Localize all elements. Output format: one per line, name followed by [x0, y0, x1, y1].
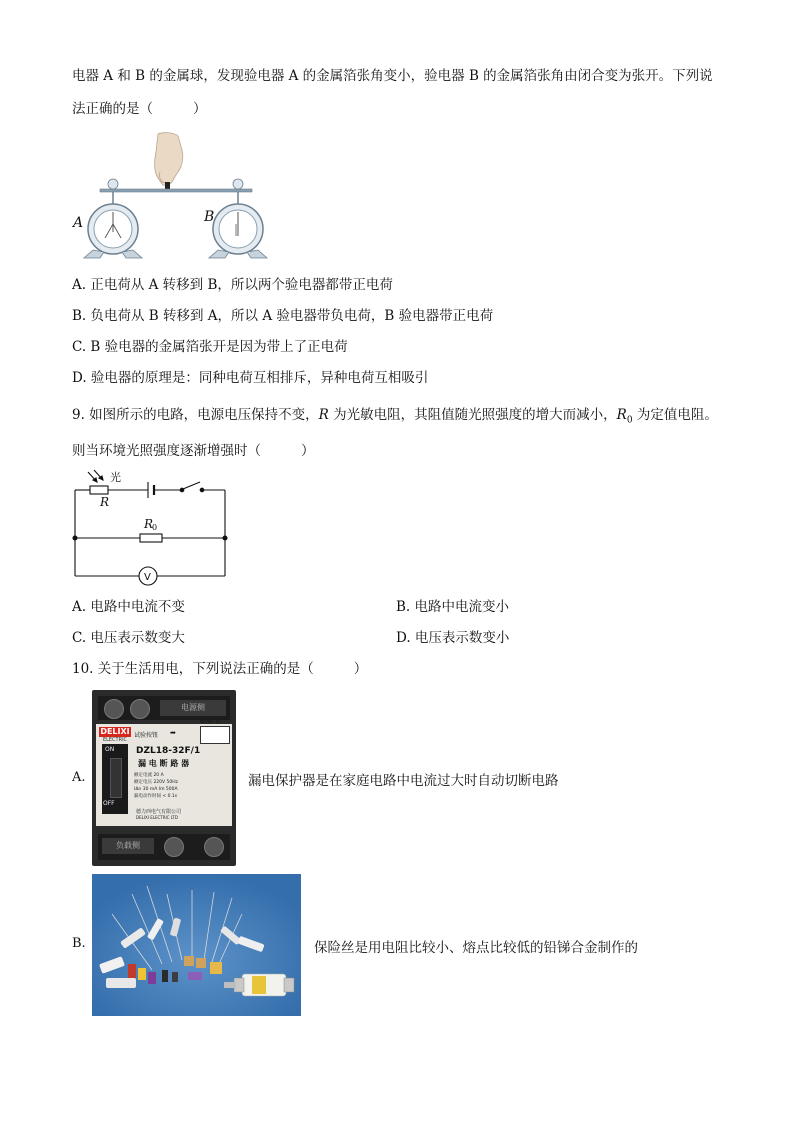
top-terminal-strip: [98, 696, 230, 720]
company-name-en: DELIXI ELECTRIC LTD: [136, 815, 178, 820]
load-side-label: 负载侧: [102, 838, 154, 854]
arrow-right-icon: ➡: [170, 729, 176, 737]
company-name: 德力西电气有限公司: [136, 809, 182, 815]
screw-icon: [104, 699, 124, 719]
resistor-r0: [140, 534, 162, 542]
q10-option-a-label[interactable]: A.: [72, 770, 86, 785]
bottom-terminal-strip: [98, 834, 230, 860]
spec-value: 30 mA Im 500A: [142, 787, 178, 792]
q9-stem-post: 为定值电阻。: [632, 407, 718, 423]
q9-stem-pre: 9. 如图所示的电路，电源电压保持不变，: [72, 407, 319, 423]
q8-option-d[interactable]: D. 验电器的原理是：同种电荷互相排斥，异种电荷互相吸引: [72, 370, 429, 386]
circuit-diagram: [68, 468, 233, 588]
q10-stem-pre: 10. 关于生活用电，下列说法正确的是（: [72, 661, 314, 677]
spec-label: 漏电动作时间: [134, 794, 161, 799]
photoresistor-r: [90, 486, 108, 494]
brand-logo: DELIXI: [100, 727, 130, 736]
q9-r0-sub: 0: [626, 415, 633, 426]
monthly-label: 每月按一次: [200, 719, 220, 724]
electroscope-figure: [70, 132, 280, 262]
screw-icon: [204, 837, 224, 857]
electroscope-b-label: B: [204, 209, 215, 225]
q8-stem-line2-pre: 法正确的是（: [72, 101, 153, 117]
spec-value: 20 A: [153, 773, 164, 778]
q9-option-b[interactable]: B. 电路中电流变小: [396, 599, 510, 615]
q9-stem-line2-post: ）: [301, 443, 315, 459]
leakage-breaker-image: [92, 690, 236, 866]
spec-label: 额定电流: [134, 773, 152, 778]
off-label: OFF: [103, 800, 115, 807]
q9-stem-line1: [72, 406, 718, 430]
switch-lever[interactable]: [110, 758, 122, 798]
q8-stem-line2: [72, 100, 207, 118]
q8-option-a[interactable]: A. 正电荷从 A 转移到 B，所以两个验电器都带正电荷: [72, 277, 393, 293]
hand-icon: [155, 133, 183, 192]
q9-option-d[interactable]: D. 电压表示数变小: [396, 630, 510, 646]
r0-sub: 0: [152, 523, 158, 532]
r0-label: R: [144, 517, 154, 531]
spec-value: < 0.1s: [162, 794, 178, 799]
breaker-name: 漏 电 断 路 器: [138, 759, 190, 768]
q10-option-a-text: 漏电保护器是在家庭电路中电流过大时自动切断电路: [248, 773, 559, 789]
q9-r-symbol: R: [318, 407, 329, 423]
q8-option-b[interactable]: B. 负电荷从 B 转移到 A，所以 A 验电器带负电荷，B 验电器带正电荷: [72, 308, 494, 324]
metal-rod: [100, 189, 252, 192]
brand-sub: ELECTRIC: [102, 737, 128, 743]
switch-lever-housing: [102, 744, 128, 814]
q9-stem-mid: 为光敏电阻，其阻值随光照强度的增大而减小，: [328, 407, 617, 423]
test-button[interactable]: [200, 726, 230, 744]
power-side-label: 电源侧: [160, 700, 226, 716]
q10-stem: [72, 660, 367, 678]
q9-stem-line2-pre: 则当环境光照强度逐渐增强时（: [72, 443, 261, 459]
spec-value: 220V 50Hz: [153, 780, 179, 785]
model-label: DZL18-32F/1: [136, 746, 201, 756]
q9-stem-line2: [72, 442, 315, 460]
q8-stem-line2-post: ）: [193, 101, 207, 117]
q8-stem-line1: 电器 A 和 B 的金属球，发现验电器 A 的金属箔张角变小，验电器 B 的金属箔张角由闭合变为张开。下列说: [72, 68, 713, 84]
voltmeter-label: V: [144, 572, 151, 583]
q10-option-b-text: 保险丝是用电阻比较小、熔点比较低的铅锑合金制作的: [314, 940, 638, 956]
test-button-label: 试验按钮: [134, 732, 159, 739]
q8-option-c[interactable]: C. B 验电器的金属箔张开是因为带上了正电荷: [72, 339, 348, 355]
q10-stem-post: ）: [353, 661, 368, 677]
q9-option-a[interactable]: A. 电路中电流不变: [72, 599, 185, 615]
q10-option-b-label[interactable]: B.: [72, 936, 86, 951]
spec-table: [134, 772, 228, 800]
on-label: ON: [105, 746, 115, 753]
spec-label: IΔn: [134, 787, 142, 792]
q9-r0-symbol: R: [616, 407, 627, 423]
fuses-image: [92, 874, 301, 1016]
light-label: 光: [110, 471, 121, 484]
electroscope-a-label: A: [73, 215, 84, 231]
q9-option-c[interactable]: C. 电压表示数变大: [72, 630, 185, 646]
screw-icon: [130, 699, 150, 719]
screw-icon: [164, 837, 184, 857]
spec-label: 额定电压: [134, 780, 152, 785]
r-label: R: [100, 495, 110, 509]
breaker-label-panel: [96, 719, 232, 826]
